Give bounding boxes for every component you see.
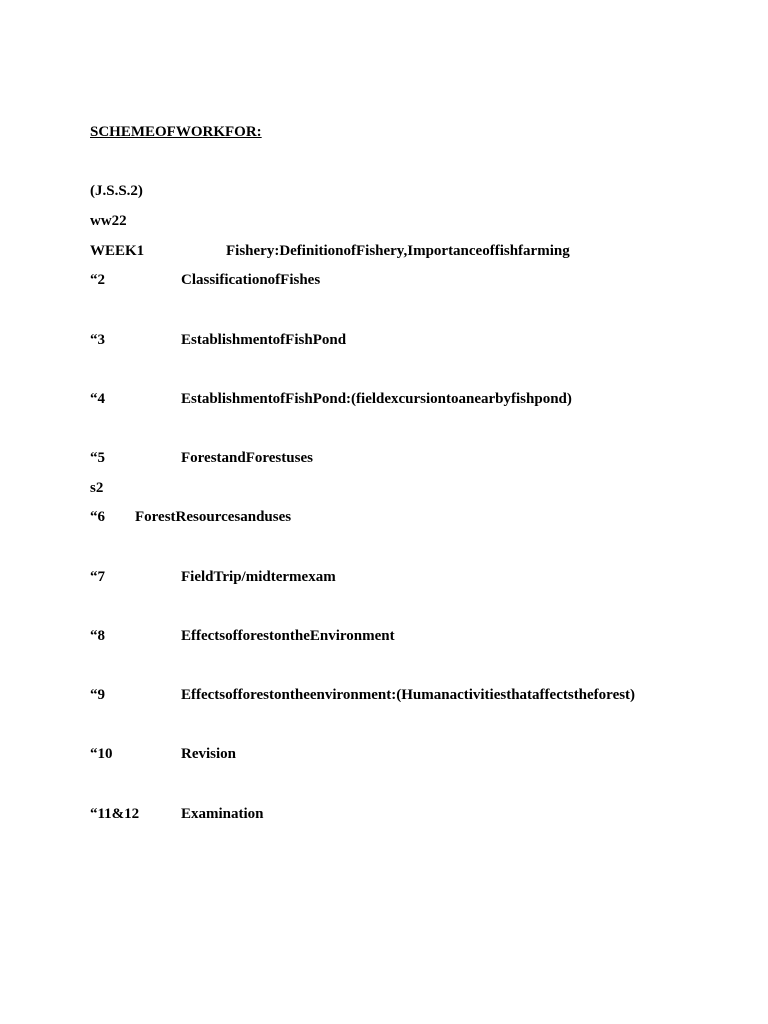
week-2-topic: ClassificationofFishes <box>181 272 321 288</box>
section-mark: s2 <box>90 480 104 496</box>
class-label: (J.S.S.2) <box>90 183 143 199</box>
week-9-label: “9 <box>90 687 105 703</box>
week-3-label: “3 <box>90 332 105 348</box>
week-7-topic: FieldTrip/midtermexam <box>181 569 336 585</box>
week-3-topic: EstablishmentofFishPond <box>181 332 347 348</box>
week-1-topic: Fishery:DefinitionofFishery,Importanceoffishfarming <box>226 243 570 259</box>
note-text: ww22 <box>90 213 127 229</box>
week-5-topic: ForestandForestuses <box>181 450 313 466</box>
week-4-topic: EstablishmentofFishPond:(fieldexcursiontoanearbyfishpond) <box>181 391 572 407</box>
week-6-topic: ForestResourcesanduses <box>135 509 292 525</box>
week-4-label: “4 <box>90 391 105 407</box>
week-6-label: “6 <box>90 509 105 525</box>
week-7-label: “7 <box>90 569 105 585</box>
week-10-label: “10 <box>90 746 113 762</box>
week-2-label: “2 <box>90 272 105 288</box>
week-5-label: “5 <box>90 450 105 466</box>
week-10-topic: Revision <box>181 746 237 762</box>
week-8-label: “8 <box>90 628 105 644</box>
week-8-topic: EffectsofforestontheEnvironment <box>181 628 395 644</box>
week-1-label: WEEK1 <box>90 243 145 259</box>
week-9-topic: Effectsofforestontheenvironment:(Humanactivitiesthataffectstheforest) <box>181 687 636 703</box>
week-11-12-topic: Examination <box>181 806 264 822</box>
week-11-12-label: “11&12 <box>90 806 140 822</box>
page-title: SCHEMEOFWORKFOR: <box>90 124 262 140</box>
